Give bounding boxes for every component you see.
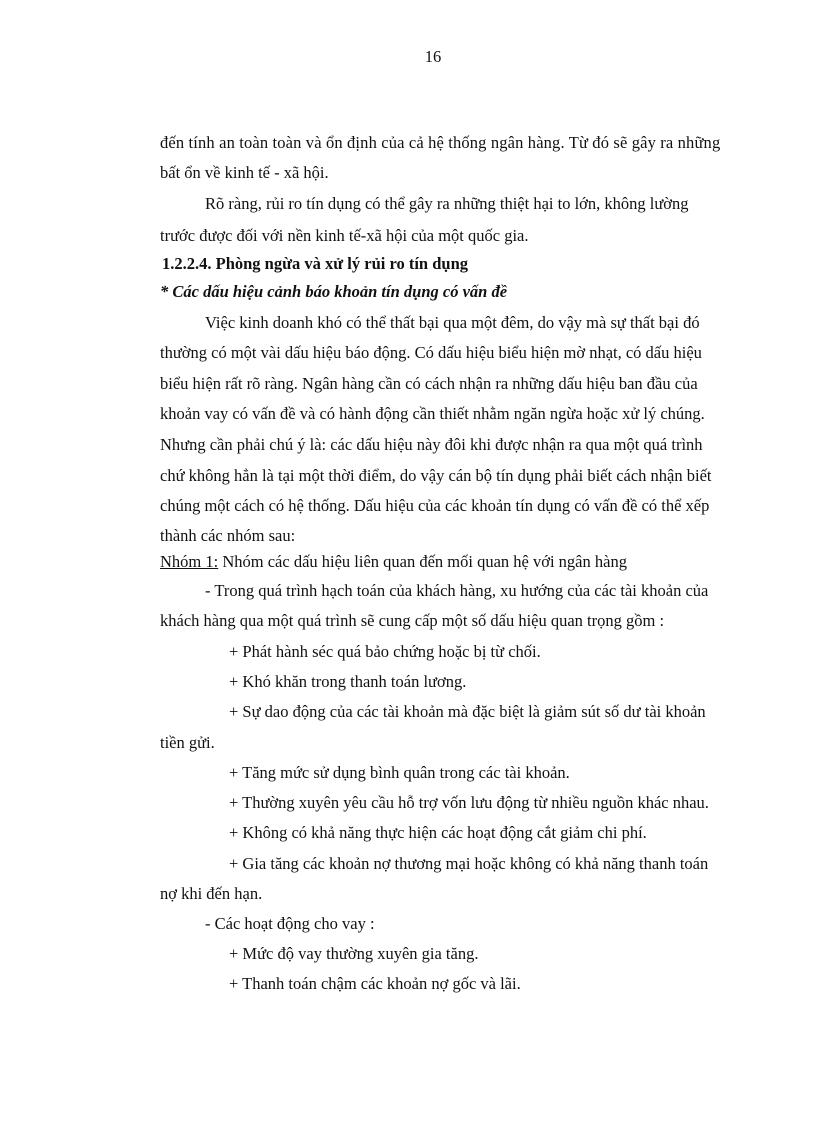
text-line: Nhưng cần phải chú ý là: các dấu hiệu này đôi khi được nhận ra qua một quá trình — [160, 435, 703, 454]
section-heading: 1.2.2.4. Phòng ngừa và xử lý rủi ro tín dụng — [162, 254, 469, 273]
text-line: chúng một cách có hệ thống. Dấu hiệu của các khoản tín dụng có vấn đề có thể xếp — [160, 496, 710, 515]
bullet-line: + Mức độ vay thường xuyên gia tăng. — [229, 944, 479, 963]
bullet-line: + Thanh toán chậm các khoản nợ gốc và lãi. — [229, 974, 521, 993]
text-line: nợ khi đến hạn. — [160, 884, 263, 903]
text-line: trước được đối với nền kinh tế-xã hội của một quốc gia. — [160, 226, 529, 245]
bullet-line: + Khó khăn trong thanh toán lương. — [229, 672, 467, 691]
text-line: thường có một vài dấu hiệu báo động. Có dấu hiệu biểu hiện mờ nhạt, có dấu hiệu — [160, 343, 702, 362]
text-line: chứ không hẳn là tại một thời điểm, do vậy cán bộ tín dụng phải biết cách nhận biết — [160, 466, 712, 485]
text-line: bất ổn về kinh tế - xã hội. — [160, 163, 329, 182]
bullet-line: + Gia tăng các khoản nợ thương mại hoặc không có khả năng thanh toán — [229, 854, 709, 873]
sub-heading: * Các dấu hiệu cảnh báo khoản tín dụng có vấn đề — [160, 282, 508, 301]
bullet-line: + Không có khả năng thực hiện các hoạt động cắt giảm chi phí. — [229, 823, 647, 842]
text-line: Việc kinh doanh khó có thể thất bại qua một đêm, do vậy mà sự thất bại đó — [205, 313, 700, 332]
group-line — [160, 551, 627, 573]
text-line: Rõ ràng, rủi ro tín dụng có thể gây ra những thiệt hại to lớn, không lường — [205, 194, 689, 213]
text-line: khoản vay có vấn đề và có hành động cần thiết nhằm ngăn ngừa hoặc xử lý chúng. — [160, 404, 705, 423]
bullet-line: + Thường xuyên yêu cầu hỗ trợ vốn lưu động từ nhiều nguồn khác nhau. — [229, 793, 709, 812]
text-line: khách hàng qua một quá trình sẽ cung cấp một số dấu hiệu quan trọng gồm : — [160, 611, 665, 630]
bullet-line: + Tăng mức sử dụng bình quân trong các tài khoản. — [229, 763, 570, 782]
group-text: Nhóm các dấu hiệu liên quan đến mối quan hệ với ngân hàng — [218, 552, 627, 571]
text-line: - Trong quá trình hạch toán của khách hàng, xu hướng của các tài khoản của — [205, 581, 709, 600]
group-label: Nhóm 1: — [160, 552, 219, 571]
bullet-line: + Phát hành séc quá bảo chứng hoặc bị từ chối. — [229, 642, 541, 661]
text-line: biểu hiện rất rõ ràng. Ngân hàng cần có cách nhận ra những dấu hiệu ban đầu của — [160, 374, 698, 393]
text-line: - Các hoạt động cho vay : — [205, 914, 375, 933]
page-number: 16 — [424, 47, 442, 66]
text-line: thành các nhóm sau: — [160, 526, 296, 545]
text-line: tiền gửi. — [160, 733, 215, 752]
text-line: đến tính an toàn toàn và ổn định của cả hệ thống ngân hàng. Từ đó sẽ gây ra những — [160, 133, 721, 152]
bullet-line: + Sự dao động của các tài khoản mà đặc biệt là giảm sút số dư tài khoản — [229, 702, 706, 721]
